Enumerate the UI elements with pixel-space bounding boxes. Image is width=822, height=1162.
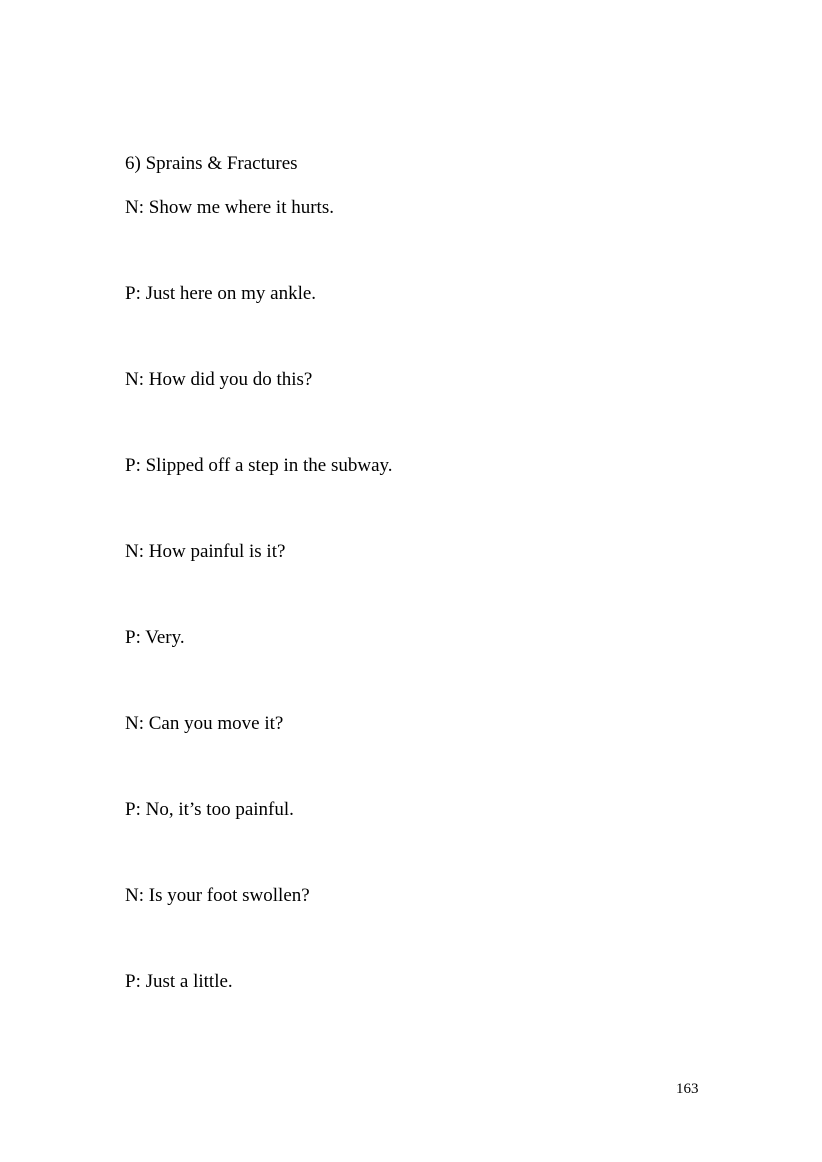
page-number: 163 — [676, 1081, 699, 1097]
dialogue-line: P: Just here on my ankle. — [125, 283, 317, 304]
dialogue-line: P: Very. — [125, 627, 185, 648]
dialogue-line: N: Is your foot swollen? — [125, 885, 310, 906]
dialogue-line: P: No, it’s too painful. — [125, 799, 294, 820]
section-title: 6) Sprains & Fractures — [125, 153, 298, 174]
dialogue — [125, 196, 725, 1056]
dialogue-line: N: Can you move it? — [125, 713, 284, 734]
dialogue-line: N: How did you do this? — [125, 369, 313, 390]
dialogue-line: P: Slipped off a step in the subway. — [125, 455, 393, 476]
dialogue-line: N: Show me where it hurts. — [125, 197, 334, 218]
dialogue-line: P: Just a little. — [125, 971, 233, 992]
dialogue-line: N: How painful is it? — [125, 541, 286, 562]
